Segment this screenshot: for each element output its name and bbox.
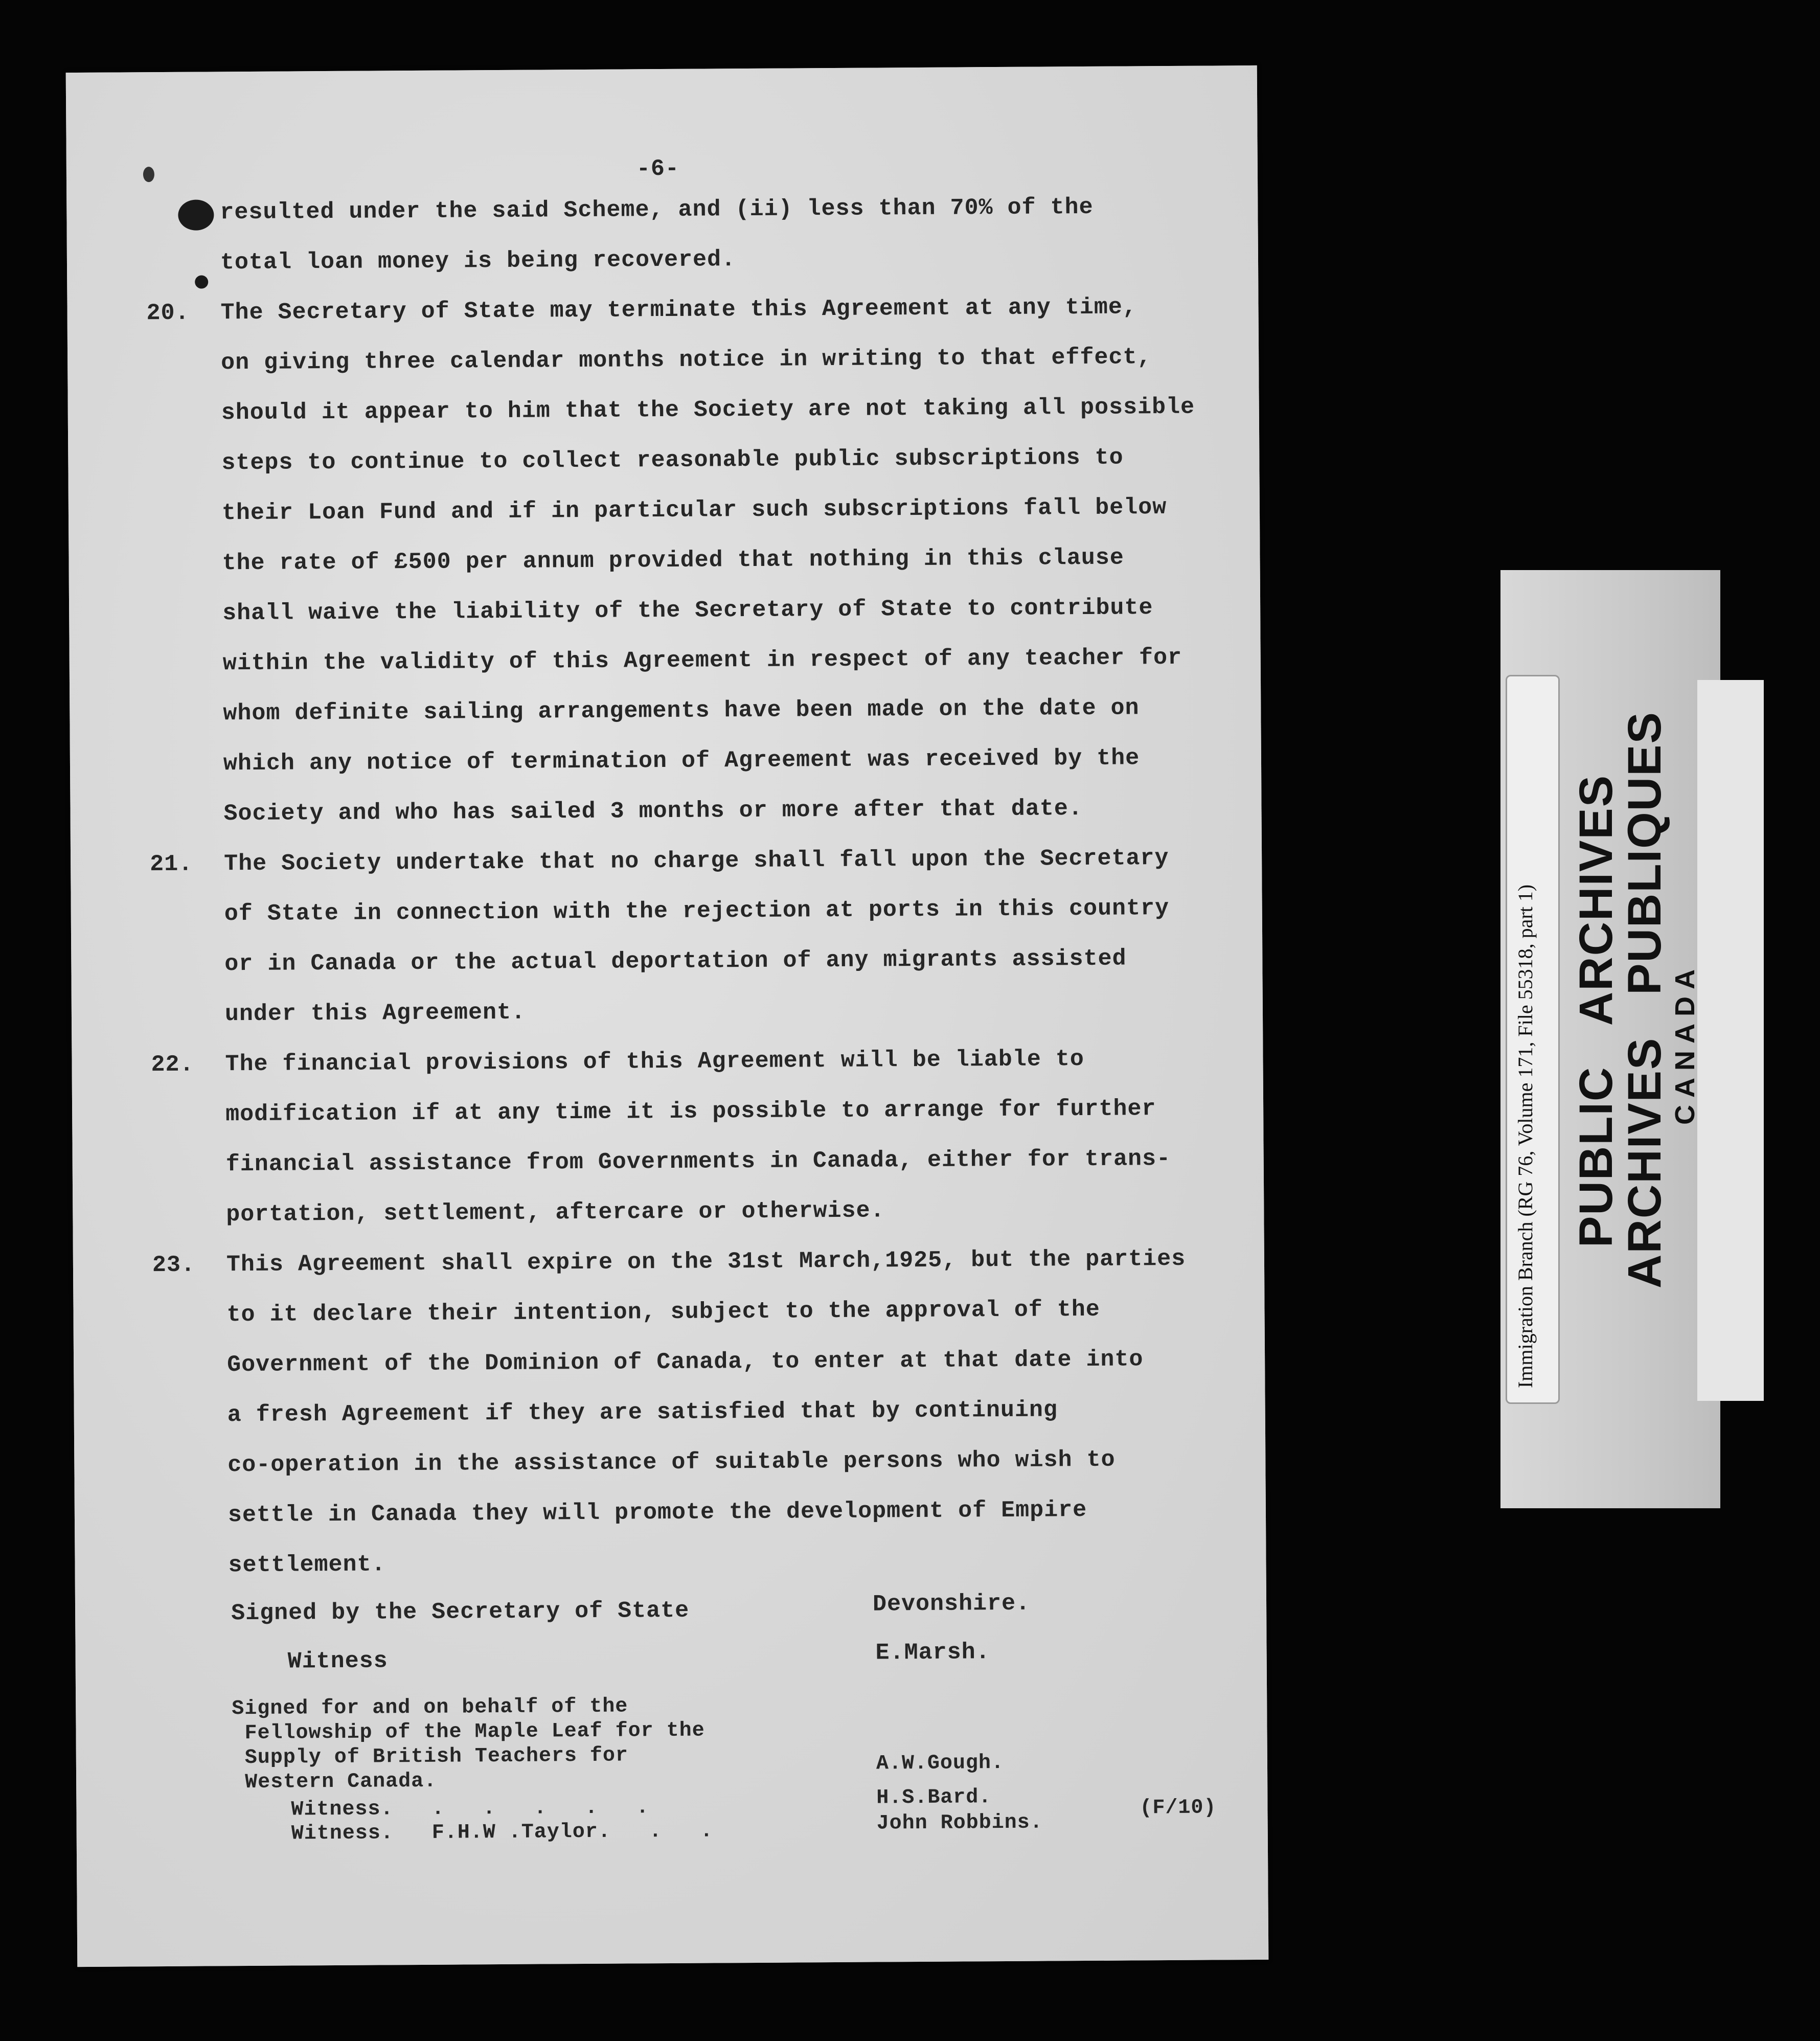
archive-title-english: PUBLIC ARCHIVES [1570,774,1622,1248]
document-line: within the validity of this Agreement in respect of any teacher for [222,644,1182,677]
witness-line-2: Witness. F.H.W .Taylor. . . [291,1820,714,1846]
typed-document-page [66,65,1269,1967]
document-line: resulted under the said Scheme, and (ii) less than 70% of the [220,194,1094,226]
signed-for-society-line: Signed for and on behalf of the [232,1695,628,1721]
document-line: The Society undertake that no charge shall fall upon the Secretary [224,845,1169,877]
document-line: total loan money is being recovered. [220,246,736,276]
file-reference: (F/10) [1140,1796,1217,1820]
signed-for-society-line: Supply of British Teachers for [232,1744,629,1770]
document-line: or in Canada or the actual deportation of any migrants assisted [224,945,1127,978]
document-line: should it appear to him that the Society are not taking all possible [221,394,1195,426]
document-line: their Loan Fund and if in particular such subscriptions fall below [221,494,1167,527]
page-number: -6- [636,155,680,183]
document-line: financial assistance from Governments in Canada, either for trans- [225,1145,1171,1178]
ink-blot [178,199,214,230]
clause-number: 20. [146,300,190,327]
signature-e-marsh: E.Marsh. [875,1639,990,1666]
archive-title-french: ARCHIVES PUBLIQUES [1619,711,1671,1288]
witness-label: Witness [287,1648,388,1675]
signed-for-society-line: Western Canada. [232,1770,437,1795]
document-line: settlement. [228,1551,386,1579]
signed-by-secretary: Signed by the Secretary of State [231,1597,690,1627]
archive-country: CANADA [1670,962,1700,1125]
document-line: settle in Canada they will promote the development of Empire [228,1497,1087,1529]
document-line: of State in connection with the rejection at ports in this country [224,895,1170,927]
document-line: Society and who has sailed 3 months or more after that date. [223,796,1083,827]
document-line: The Secretary of State may terminate this Agreement at any time, [220,294,1137,326]
clause-number: 23. [152,1252,196,1279]
signature-devonshire: Devonshire. [872,1590,1031,1618]
document-line: This Agreement shall expire on the 31st March,1925, but the parties [226,1245,1186,1278]
archive-label-tab [1697,680,1764,1401]
clause-number: 22. [151,1051,194,1078]
signature-gough: A.W.Gough. [876,1752,1005,1776]
ink-speck [143,167,154,182]
signed-for-society-line: Fellowship of the Maple Leaf for the [232,1719,705,1745]
witness-line-1: Witness. . . . . . [291,1796,649,1822]
document-line: co-operation in the assistance of suitable persons who wish to [228,1446,1116,1479]
document-line: to it declare their intention, subject to the approval of the [226,1296,1100,1328]
document-line: whom definite sailing arrangements have been made on the date on [223,695,1140,727]
document-line: on giving three calendar months notice in writing to that effect, [221,344,1152,376]
document-line: the rate of £500 per annum provided that nothing in this clause [222,545,1124,577]
signature-robbins: John Robbins. [876,1811,1043,1835]
clause-number: 21. [150,851,193,878]
document-line: Government of the Dominion of Canada, to enter at that date into [226,1346,1144,1378]
document-line: shall waive the liability of the Secretary of State to contribute [222,595,1153,627]
document-line: The financial provisions of this Agreement will be liable to [225,1046,1084,1078]
archive-reference: Immigration Branch (RG 76, Volume 171, File 55318, part 1) [1514,884,1537,1388]
document-line: a fresh Agreement if they are satisfied that by continuing [227,1397,1058,1428]
document-line: under this Agreement. [224,999,526,1028]
document-line: modification if at any time it is possible to arrange for further [225,1096,1156,1128]
document-line: portation, settlement, aftercare or otherwise. [226,1197,885,1228]
signature-bard: H.S.Bard. [876,1786,992,1810]
document-line: which any notice of termination of Agreement was received by the [223,745,1140,777]
document-line: steps to continue to collect reasonable public subscriptions to [221,444,1124,477]
ink-blot [195,275,208,288]
